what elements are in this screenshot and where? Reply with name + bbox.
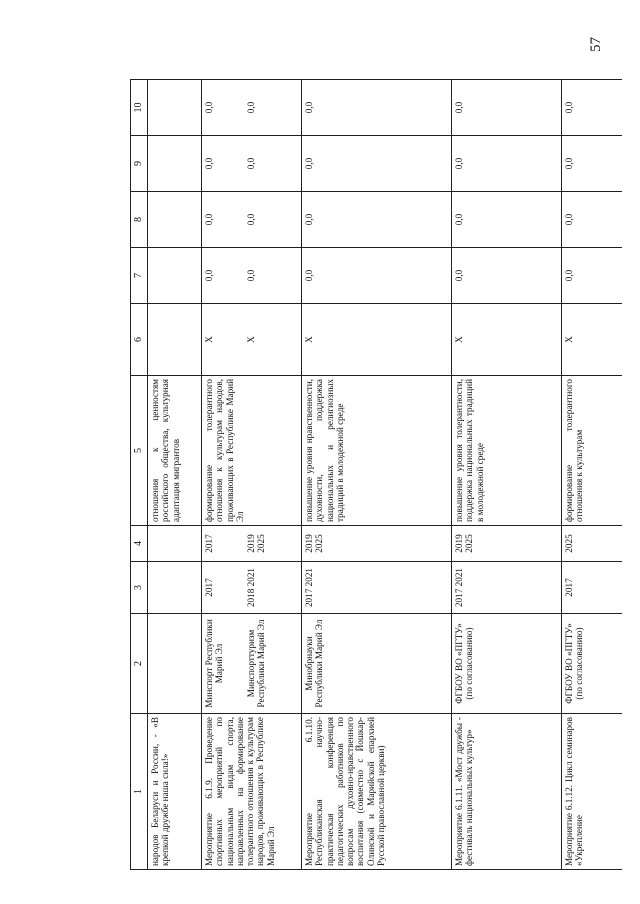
- value-col-7: 0,0: [244, 248, 302, 304]
- col-header-7: 7: [131, 248, 148, 304]
- col-header-8: 8: [131, 192, 148, 248]
- table-row: [202, 80, 244, 870]
- value-col-9: 0,0: [302, 136, 452, 192]
- expected-result: формирование толерантного отношения к культурам народов, проживающих в Республике Марий Эл: [202, 376, 302, 526]
- period-end: 2019 2025: [244, 526, 302, 562]
- value-col-10: 0,0: [244, 80, 302, 136]
- col-header-6: 6: [131, 304, 148, 376]
- activity-name: Мероприятие 6.1.10. Республиканская научно-практическая конференция педагогических работников по вопросам духовно-нравственного воспитания (совместно с Йошкар-Олинской и Марийской епархией Русской православной церкви): [302, 714, 452, 870]
- program-activities-table: [130, 79, 622, 870]
- value-col-7: 0,0: [562, 248, 622, 304]
- period-start: 2017 2021: [452, 562, 562, 614]
- value-col-8: 0,0: [302, 192, 452, 248]
- value-col-10: [148, 80, 202, 136]
- activity-name: Мероприятие 6.1.12. Цикл семинаров «Укрепление: [562, 714, 622, 870]
- value-col-9: 0,0: [202, 136, 244, 192]
- value-col-6: X: [562, 304, 622, 376]
- col-header-5: 5: [131, 376, 148, 526]
- expected-result: повышение уровня толерантности, поддержка национальных традиций в молодежной среде: [452, 376, 562, 526]
- value-col-9: [148, 136, 202, 192]
- col-header-10: 10: [131, 80, 148, 136]
- value-col-7: 0,0: [302, 248, 452, 304]
- value-col-8: 0,0: [452, 192, 562, 248]
- activity-name: народов Беларуси и России, - «В крепкой дружбе наша сила!»: [148, 714, 202, 870]
- value-col-9: 0,0: [562, 136, 622, 192]
- executor: ФГБОУ ВО «ПГТУ» (по согласованию): [562, 614, 622, 714]
- column-number-row: [131, 80, 148, 870]
- value-col-8: 0,0: [562, 192, 622, 248]
- value-col-8: [148, 192, 202, 248]
- activity-name: Мероприятие 6.1.9. Проведение спортивных мероприятий по национальным видам спорта, направленных на формирование толерантного отношения к культурам народов, проживающих в Республике Марий Эл: [202, 714, 302, 870]
- value-col-6: X: [302, 304, 452, 376]
- value-col-6: X: [244, 304, 302, 376]
- expected-result: отношения к ценностям российского общества, культурная адаптация мигрантов: [148, 376, 202, 526]
- table-row: [452, 80, 562, 870]
- col-header-2: 2: [131, 614, 148, 714]
- value-col-8: 0,0: [244, 192, 302, 248]
- value-col-6: X: [452, 304, 562, 376]
- value-col-6: X: [202, 304, 244, 376]
- table-row: [562, 80, 622, 870]
- value-col-7: 0,0: [202, 248, 244, 304]
- page-number: 57: [588, 37, 604, 52]
- table-row: [148, 80, 202, 870]
- col-header-9: 9: [131, 136, 148, 192]
- col-header-1: 1: [131, 714, 148, 870]
- value-col-10: 0,0: [202, 80, 244, 136]
- period-end: 2019 2025: [452, 526, 562, 562]
- expected-result: повышение уровня нравственности, духовности, поддержка национальных и религиозных традиций в молодежной среде: [302, 376, 452, 526]
- value-col-9: 0,0: [244, 136, 302, 192]
- executor: Минспорт Республики Марий Эл: [202, 614, 244, 714]
- expected-result: формирование толерантного отношения к культурам: [562, 376, 622, 526]
- period-start: 2017: [562, 562, 622, 614]
- value-col-7: [148, 248, 202, 304]
- program-table-rotated: [130, 80, 620, 870]
- value-col-6: [148, 304, 202, 376]
- activity-name: Мероприятие 6.1.11. «Мост дружбы - фестиваль национальных культур»: [452, 714, 562, 870]
- value-col-8: 0,0: [202, 192, 244, 248]
- col-header-3: 3: [131, 562, 148, 614]
- period-start: 2018 2021: [244, 562, 302, 614]
- value-col-10: 0,0: [302, 80, 452, 136]
- executor: ФГБОУ ВО «ПГТУ» (по согласованию): [452, 614, 562, 714]
- executor: Минспорттуризм Республики Марий Эл: [244, 614, 302, 714]
- value-col-7: 0,0: [452, 248, 562, 304]
- executor: Минобрнауки Республики Марий Эл: [302, 614, 452, 714]
- period-end: 2017: [202, 526, 244, 562]
- period-end: 2025: [562, 526, 622, 562]
- period-end: [148, 526, 202, 562]
- executor: [148, 614, 202, 714]
- value-col-9: 0,0: [452, 136, 562, 192]
- period-start: [148, 562, 202, 614]
- period-start: 2017 2021: [302, 562, 452, 614]
- period-end: 2019 2025: [302, 526, 452, 562]
- period-start: 2017: [202, 562, 244, 614]
- table-row: [302, 80, 452, 870]
- value-col-10: 0,0: [452, 80, 562, 136]
- value-col-10: 0,0: [562, 80, 622, 136]
- col-header-4: 4: [131, 526, 148, 562]
